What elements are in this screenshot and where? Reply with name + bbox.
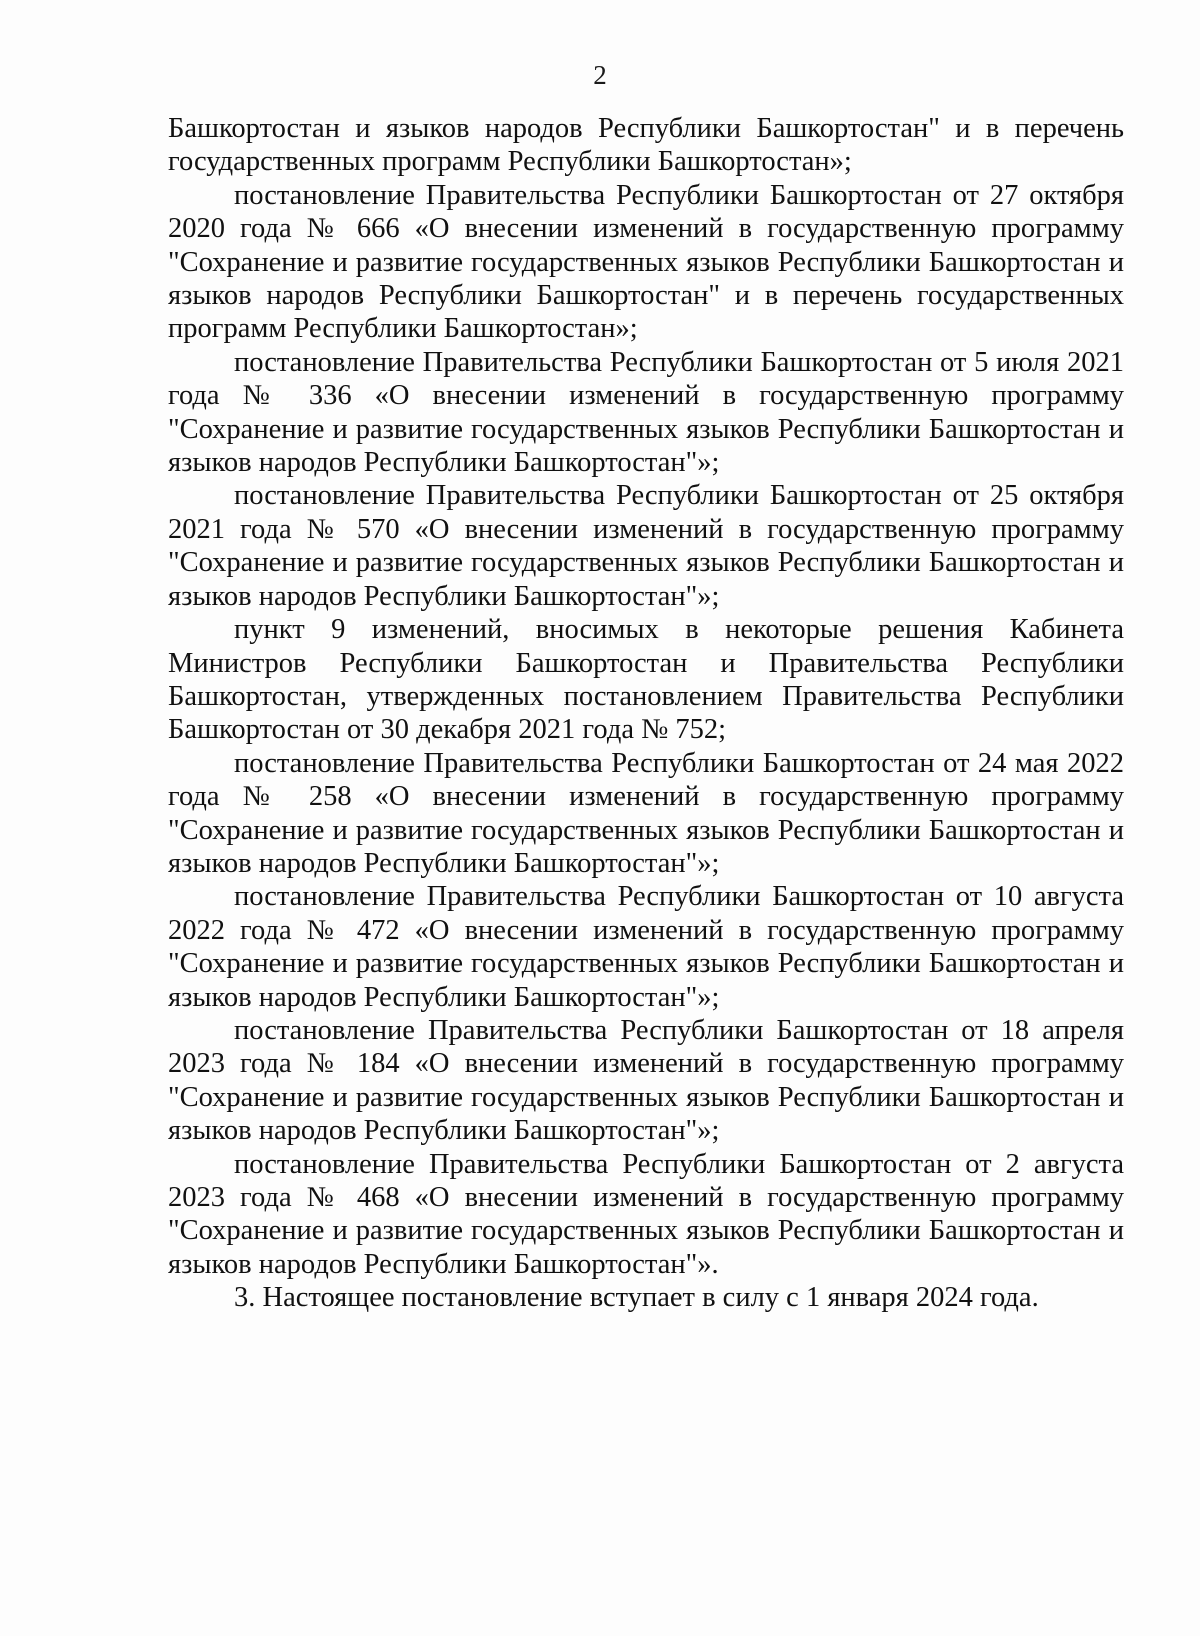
paragraph-resolution-2023-468: постановление Правительства Республики Башкортостан от 2 августа 2023 года № 468 «О внесении изменений в государственную программу "Сохранение и развитие государственных языков Республики Башкортостан и языков народов Республики Башкортостан"». [168,1148,1124,1280]
paragraph-resolution-2022-472: постановление Правительства Республики Башкортостан от 10 августа 2022 года № 472 «О внесении изменений в государственную программу "Сохранение и развитие государственных языков Республики Башкортостан и языков народов Республики Башкортостан"»; [168,881,1124,1013]
paragraph-continuation: Башкортостан и языков народов Республики Башкортостан" и в перечень государственных программ Республики Башкортостан»; [168,113,1124,178]
paragraph-resolution-2021-570: постановление Правительства Республики Башкортостан от 25 октября 2021 года № 570 «О внесении изменений в государственную программу "Сохранение и развитие государственных языков Республики Башкортостан и языков народов Республики Башкортостан"»; [168,480,1124,612]
paragraph-resolution-2021-336: постановление Правительства Республики Башкортостан от 5 июля 2021 года № 336 «О внесении изменений в государственную программу "Сохранение и развитие государственных языков Республики Башкортостан и языков народов Республики Башкортостан"»; [168,346,1124,479]
paragraph-resolution-2022-258: постановление Правительства Республики Башкортостан от 24 мая 2022 года № 258 «О внесении изменений в государственную программу "Сохранение и развитие государственных языков Республики Башкортостан и языков народов Республики Башкортостан"»; [168,747,1124,879]
document-body [168,112,1124,1315]
page-number: 2 [593,60,607,90]
paragraph-resolution-2020-666: постановление Правительства Республики Башкортостан от 27 октября 2020 года № 666 «О внесении изменений в государственную программу "Сохранение и развитие государственных языков Республики Башкортостан и языков народов Республики Башкортостан" и в перечень государственных программ Республики Башкортостан»; [168,179,1124,345]
paragraph-effective-date: 3. Настоящее постановление вступает в силу с 1 января 2024 года. [234,1282,1039,1314]
paragraph-point-9-changes: пункт 9 изменений, вносимых в некоторые решения Кабинета Министров Республики Башкортостан и Правительства Республики Башкортостан, утвержденных постановлением Правительства Республики Башкортостан от 30 декабря 2021 года № 752; [168,614,1124,746]
paragraph-resolution-2023-184: постановление Правительства Республики Башкортостан от 18 апреля 2023 года № 184 «О внесении изменений в государственную программу "Сохранение и развитие государственных языков Республики Башкортостан и языков народов Республики Башкортостан"»; [168,1014,1124,1147]
